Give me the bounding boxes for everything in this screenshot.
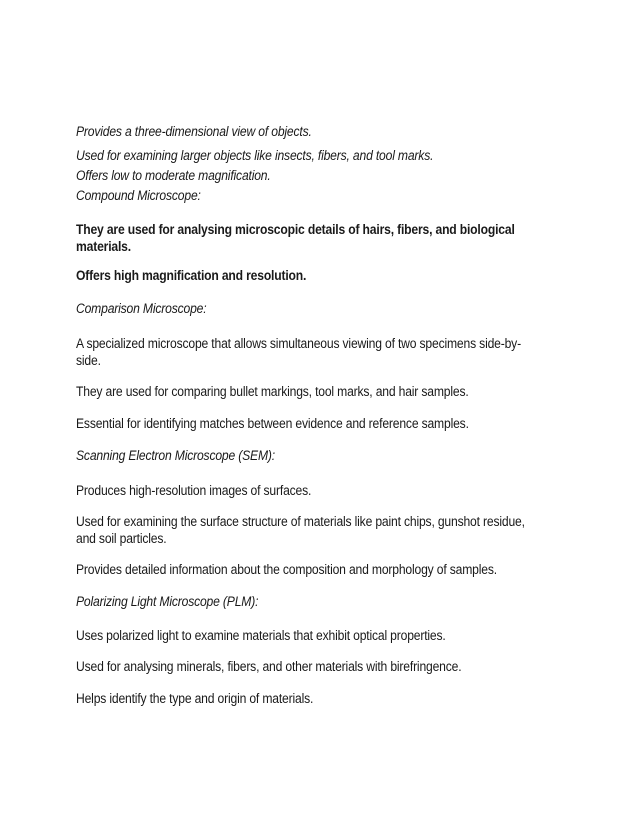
compound-usage-text: They are used for analysing microscopic details of hairs, fibers, and biological bbox=[76, 222, 515, 237]
compound-magnification-text: Offers high magnification and resolution. bbox=[76, 268, 307, 283]
comparison-usage-text: They are used for comparing bullet markings, tool marks, and hair samples. bbox=[76, 384, 469, 399]
plm-usage-text: Used for analysing minerals, fibers, and other materials with birefringence. bbox=[76, 659, 462, 674]
comparison-description-text: A specialized microscope that allows simultaneous viewing of two specimens side-by- bbox=[76, 336, 521, 351]
plm-polarized-text: Uses polarized light to examine materials that exhibit optical properties. bbox=[76, 628, 446, 643]
stereo-magnification-text: Offers low to moderate magnification. bbox=[76, 168, 271, 183]
sem-usage-text-continued: and soil particles. bbox=[76, 531, 167, 546]
compound-microscope-heading: Compound Microscope: bbox=[76, 188, 201, 203]
comparison-matching-text: Essential for identifying matches between evidence and reference samples. bbox=[76, 416, 469, 431]
sem-composition-text: Provides detailed information about the composition and morphology of samples. bbox=[76, 562, 497, 577]
comparison-description-text-continued: side. bbox=[76, 353, 101, 368]
plm-identify-text: Helps identify the type and origin of materials. bbox=[76, 691, 314, 706]
sem-images-text: Produces high-resolution images of surfaces. bbox=[76, 483, 312, 498]
stereo-usage-text: Used for examining larger objects like insects, fibers, and tool marks. bbox=[76, 148, 434, 163]
sem-usage-text: Used for examining the surface structure of materials like paint chips, gunshot residue, bbox=[76, 514, 525, 529]
sem-heading: Scanning Electron Microscope (SEM): bbox=[76, 448, 275, 463]
comparison-microscope-heading: Comparison Microscope: bbox=[76, 301, 207, 316]
stereo-view-text: Provides a three-dimensional view of objects. bbox=[76, 124, 312, 139]
compound-usage-text-continued: materials. bbox=[76, 239, 131, 254]
plm-heading: Polarizing Light Microscope (PLM): bbox=[76, 594, 259, 609]
